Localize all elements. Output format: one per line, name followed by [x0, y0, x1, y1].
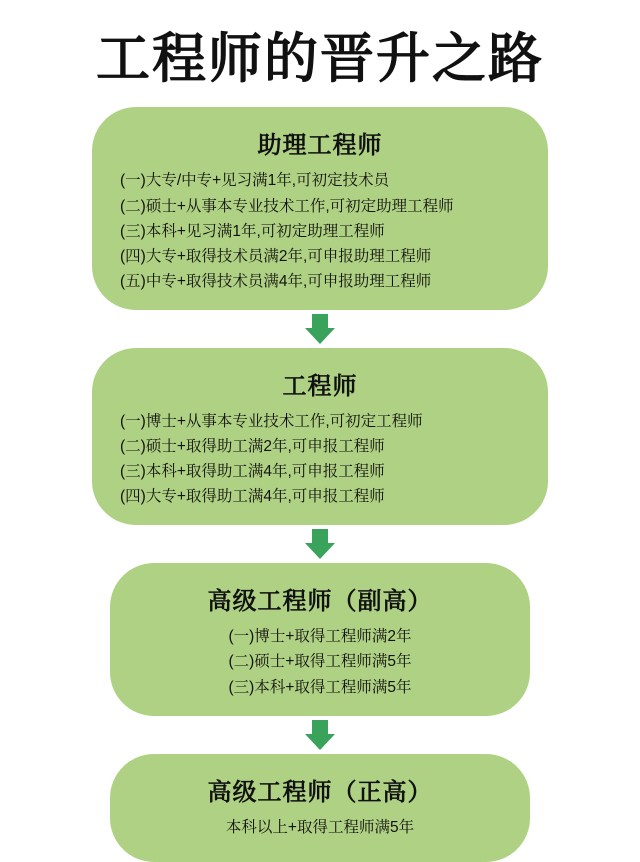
list-item: (三)本科+取得助工满4年,可申报工程师 [120, 463, 385, 481]
list-item: (四)大专+取得技术员满2年,可申报助理工程师 [120, 247, 432, 265]
arrow-head [305, 734, 335, 750]
stage-title: 助理工程师 [257, 132, 383, 160]
stage-senior-engineer-full [110, 754, 530, 862]
stage-senior-engineer-deputy [110, 563, 530, 715]
stage-requirement-list [110, 409, 530, 509]
list-item: (二)硕士+取得助工满2年,可申报工程师 [120, 438, 385, 456]
arrow-head [305, 543, 335, 559]
stage-requirement-list [110, 168, 530, 294]
down-arrow-icon-1 [305, 314, 335, 344]
list-item: (一)大专/中专+见习满1年,可初定技术员 [120, 172, 390, 190]
list-item: (三)本科+取得工程师满5年 [228, 678, 412, 696]
stage-title: 工程师 [282, 372, 358, 400]
stage-title: 高级工程师（副高） [207, 588, 433, 616]
down-arrow-icon-3 [305, 720, 335, 750]
list-item: (三)本科+见习满1年,可初定助理工程师 [120, 222, 385, 240]
down-arrow-icon-2 [305, 529, 335, 559]
arrow-shaft [312, 314, 328, 328]
list-item: (四)大专+取得助工满4年,可申报工程师 [120, 488, 385, 506]
list-item: (五)中专+取得技术员满4年,可申报助理工程师 [120, 272, 432, 290]
arrow-shaft [312, 720, 328, 734]
list-item: (二)硕士+从事本专业技术工作,可初定助理工程师 [120, 197, 454, 215]
stage-requirement-list [128, 815, 512, 840]
stage-title: 高级工程师（正高） [207, 778, 433, 806]
list-item: 本科以上+取得工程师满5年 [225, 818, 415, 836]
arrow-head [305, 328, 335, 344]
page-title: 工程师的晋升之路 [96, 29, 544, 89]
list-item: (二)硕士+取得工程师满5年 [228, 653, 412, 671]
stage-assistant-engineer [92, 107, 548, 310]
arrow-shaft [312, 529, 328, 543]
stage-engineer [92, 348, 548, 525]
list-item: (一)博士+取得工程师满2年 [228, 628, 412, 646]
list-item: (一)博士+从事本专业技术工作,可初定工程师 [120, 412, 423, 430]
stage-requirement-list [128, 624, 512, 699]
